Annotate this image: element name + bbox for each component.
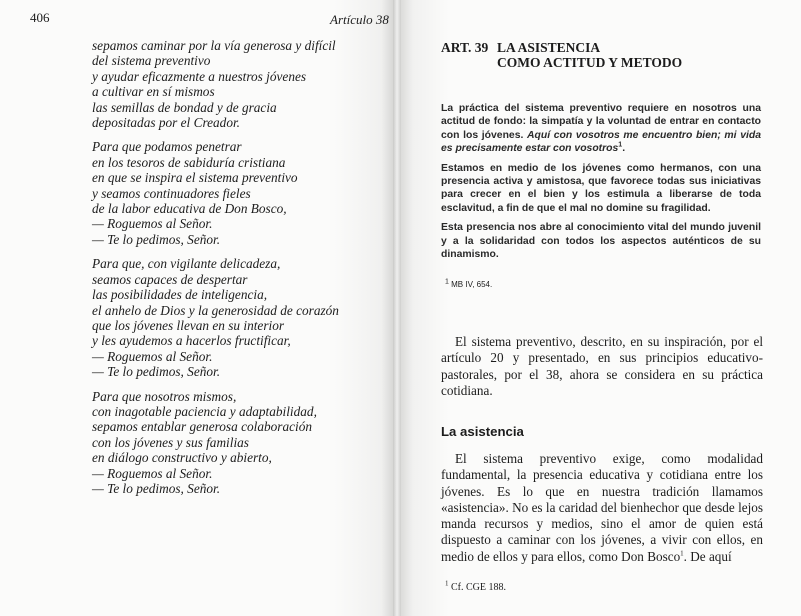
verse-line: depositadas por el Creador. [92, 115, 240, 131]
verse-line: y seamos continuadores fieles [92, 185, 251, 201]
footnote-ref: 1 [680, 549, 684, 558]
left-page [0, 0, 393, 616]
verse-line: seamos capaces de despertar [92, 271, 248, 287]
verse-line: en que se inspira el sistema preventivo [92, 170, 298, 186]
verse-line: y les ayudemos a hacerlos fructificar, [92, 333, 291, 349]
verse-line: sepamos entablar generosa colaboración [92, 419, 312, 435]
verse-line: con inagotable paciencia y adaptabilidad, [92, 403, 317, 419]
article-heading [441, 40, 682, 70]
text-run: La práctica del sistema preventivo requiere en nosotros una actitud de fondo: la simpatía y la voluntad de entrar en contacto con los jóvenes. [441, 103, 761, 141]
verse-line: en los tesoros de sabiduría cristiana [92, 154, 286, 170]
stanza [92, 38, 382, 130]
constitution-text [441, 102, 761, 267]
text-run: . De aquí [683, 548, 732, 564]
verse-line: las semillas de bondad y de gracia [92, 99, 277, 115]
body-text [441, 451, 763, 565]
text-run: El sistema preventivo exige, como modalidad fundamental, la presencia educativa y cotidiana entre los jóvenes. Es lo que en nuestra tradición llamamos «asistencia». No es la caridad del bienhechor que desde lejos manda recursos y medios, sino el amor de quien está dispuesto a caminar con los jóvenes, a vivir con ellos, en medio de ellos y para ellos, como Don Bosco [441, 451, 763, 564]
verse-line: con los jóvenes y sus familias [92, 434, 249, 450]
body-paragraph [441, 451, 763, 565]
verse-line: — Te lo pedimos, Señor. [92, 480, 221, 496]
text-run: . [622, 143, 626, 155]
footnote-text: MB IV, 654. [451, 280, 493, 289]
commentary-text [441, 334, 763, 399]
prayer-text [92, 38, 382, 505]
stanza [92, 389, 382, 497]
footnote-text: Cf. CGE 188. [451, 582, 506, 593]
verse-line: que los jóvenes llevan en su interior [92, 317, 285, 333]
verse-line: — Te lo pedimos, Señor. [92, 364, 221, 380]
constitution-paragraph [441, 102, 761, 156]
verse-line: de la labor educativa de Don Bosco, [92, 201, 287, 217]
stanza [92, 256, 382, 379]
verse-line: y ayudar eficazmente a nuestros jóvenes [92, 68, 307, 84]
verse-line: — Te lo pedimos, Señor. [92, 231, 221, 247]
verse-line: — Roguemos al Señor. [92, 465, 213, 481]
verse-line: Para que, con vigilante delicadeza, [92, 256, 281, 272]
footnote [445, 280, 492, 289]
book-gutter [393, 0, 401, 616]
footnote-number: 1 [445, 579, 449, 588]
article-title-line1: LA ASISTENCIA [497, 40, 601, 55]
footnote-ref: 1 [618, 141, 623, 149]
verse-line: las posibilidades de inteligencia, [92, 287, 268, 303]
constitution-paragraph: Estamos en medio de los jóvenes como hermanos, con una presencia activa y amistosa, que favorece todas sus iniciativas para crecer en el bien y los estimula a liberarse de toda esclavitud, a fin de que el mal no domine su fragilidad. [441, 162, 761, 214]
constitution-paragraph: Esta presencia nos abre al conocimiento vital del mundo juvenil y a la solidaridad con todos los aspectos auténticos de su dinamismo. [441, 222, 761, 261]
article-title-line2: COMO ACTITUD Y METODO [497, 55, 683, 70]
right-page [401, 0, 801, 616]
footnote-number: 1 [445, 278, 449, 286]
running-head: Artículo 38 [330, 12, 389, 27]
verse-line: del sistema preventivo [92, 53, 211, 69]
footnote [445, 579, 506, 593]
page-number: 406 [30, 10, 50, 25]
stanza [92, 139, 382, 247]
article-number: ART. 39 [441, 40, 489, 55]
quote-italic: Aquí con vosotros me encuentro bien; mi vida es precisamente estar con vosotros [441, 129, 761, 155]
verse-line: Para que nosotros mismos, [92, 388, 237, 404]
verse-line: sepamos caminar por la vía generosa y difícil [92, 38, 336, 53]
commentary-paragraph: El sistema preventivo, descrito, en su inspiración, por el artículo 20 y presentado, en sus principios educativo-pastorales, por el 38, ahora se considera en su práctica cotidiana. [441, 334, 763, 398]
verse-line: en diálogo constructivo y abierto, [92, 450, 272, 466]
verse-line: Para que podamos penetrar [92, 139, 242, 155]
verse-line: el anhelo de Dios y la generosidad de corazón [92, 302, 339, 318]
section-subheading: La asistencia [441, 424, 524, 439]
verse-line: — Roguemos al Señor. [92, 216, 213, 232]
verse-line: — Roguemos al Señor. [92, 348, 213, 364]
verse-line: a cultivar en sí mismos [92, 84, 215, 100]
